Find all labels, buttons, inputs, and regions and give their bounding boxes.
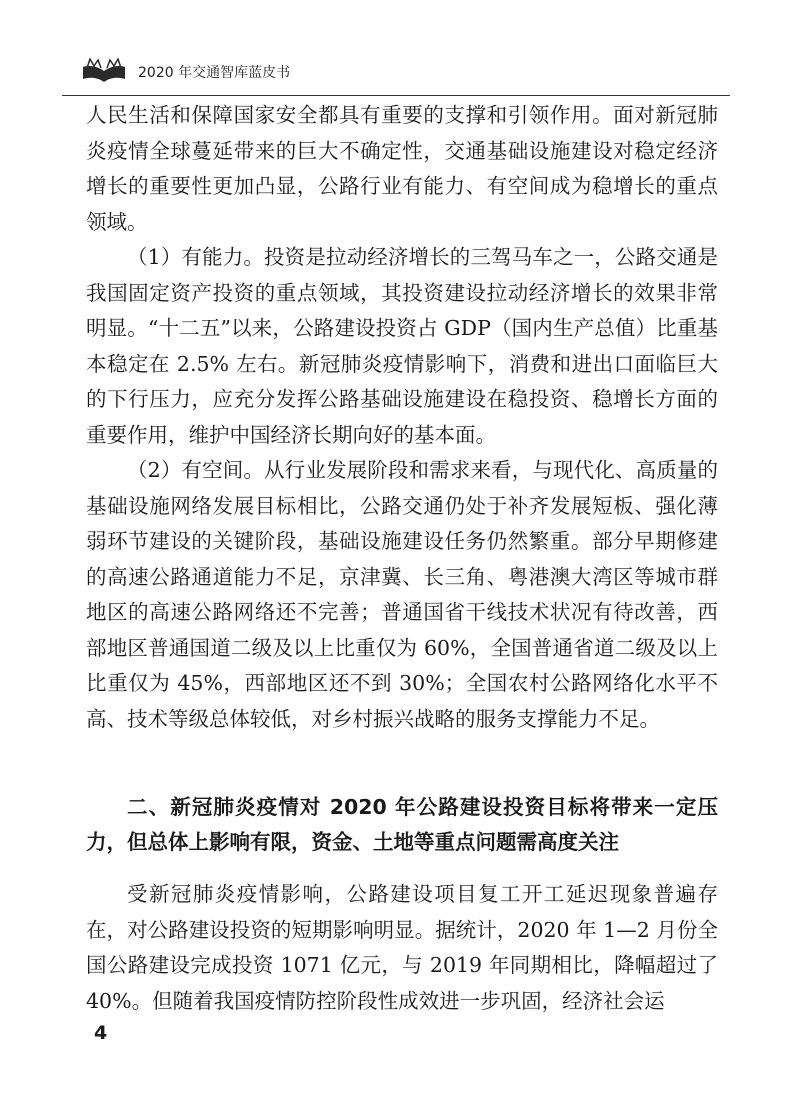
header-title: 2020 年交通智库蓝皮书	[138, 65, 291, 81]
page-number: 4	[94, 1022, 108, 1044]
section-heading: 二、新冠肺炎疫情对 2020 年公路建设投资目标将带来一定压力，但总体上影响有限，资金、土地等重点问题需高度关注	[86, 795, 718, 854]
paragraph-space: （2）有空间。从行业发展阶段和需求来看，与现代化、高质量的基础设施网络发展目标相比，公路交通仍处于补齐发展短板、强化薄弱环节建设的关键阶段，基础设施建设任务仍然繁重。部分早期修建的高速公路通道能力不足，京津冀、长三角、粤港澳大湾区等城市群地区的高速公路网络还不完善；普通国省干线技术状况有待改善，西部地区普通国道二级及以上比重仅为 60%，全国普通省道二级及以上比重仅为 45%，西部地区还不到 30%；全国农村公路网络化水平不高、技术等级总体较低，对乡村振兴战略的服务支撑能力不足。	[86, 458, 718, 731]
header-divider	[62, 95, 730, 96]
paragraph-capability: （1）有能力。投资是拉动经济增长的三驾马车之一，公路交通是我国固定资产投资的重点领域，其投资建设拉动经济增长的效果非常明显。“十二五”以来，公路建设投资占 GDP（国内生产总值）比重基本稳定在 2.5% 左右。新冠肺炎疫情影响下，消费和进出口面临巨大的下行压力，应充分发挥公路基础设施建设在稳投资、稳增长方面的重要作用，维护中国经济长期向好的基本面。	[86, 245, 718, 447]
open-book-icon	[82, 58, 126, 84]
paragraph-intro-continuation: 人民生活和保障国家安全都具有重要的支撑和引领作用。面对新冠肺炎疫情全球蔓延带来的巨大不确定性，交通基础设施建设对稳定经济增长的重要性更加凸显，公路行业有能力、有空间成为稳增长的重点领域。	[86, 103, 718, 234]
running-header	[62, 50, 730, 96]
paragraph-impact: 受新冠肺炎疫情影响，公路建设项目复工开工延迟现象普遍存在，对公路建设投资的短期影响明显。据统计，2020 年 1—2 月份全国公路建设完成投资 1071 亿元，与 2019 年同期相比，降幅超过了 40%。但随着我国疫情防控阶段性成效进一步巩固，经济社会运	[86, 882, 718, 1013]
